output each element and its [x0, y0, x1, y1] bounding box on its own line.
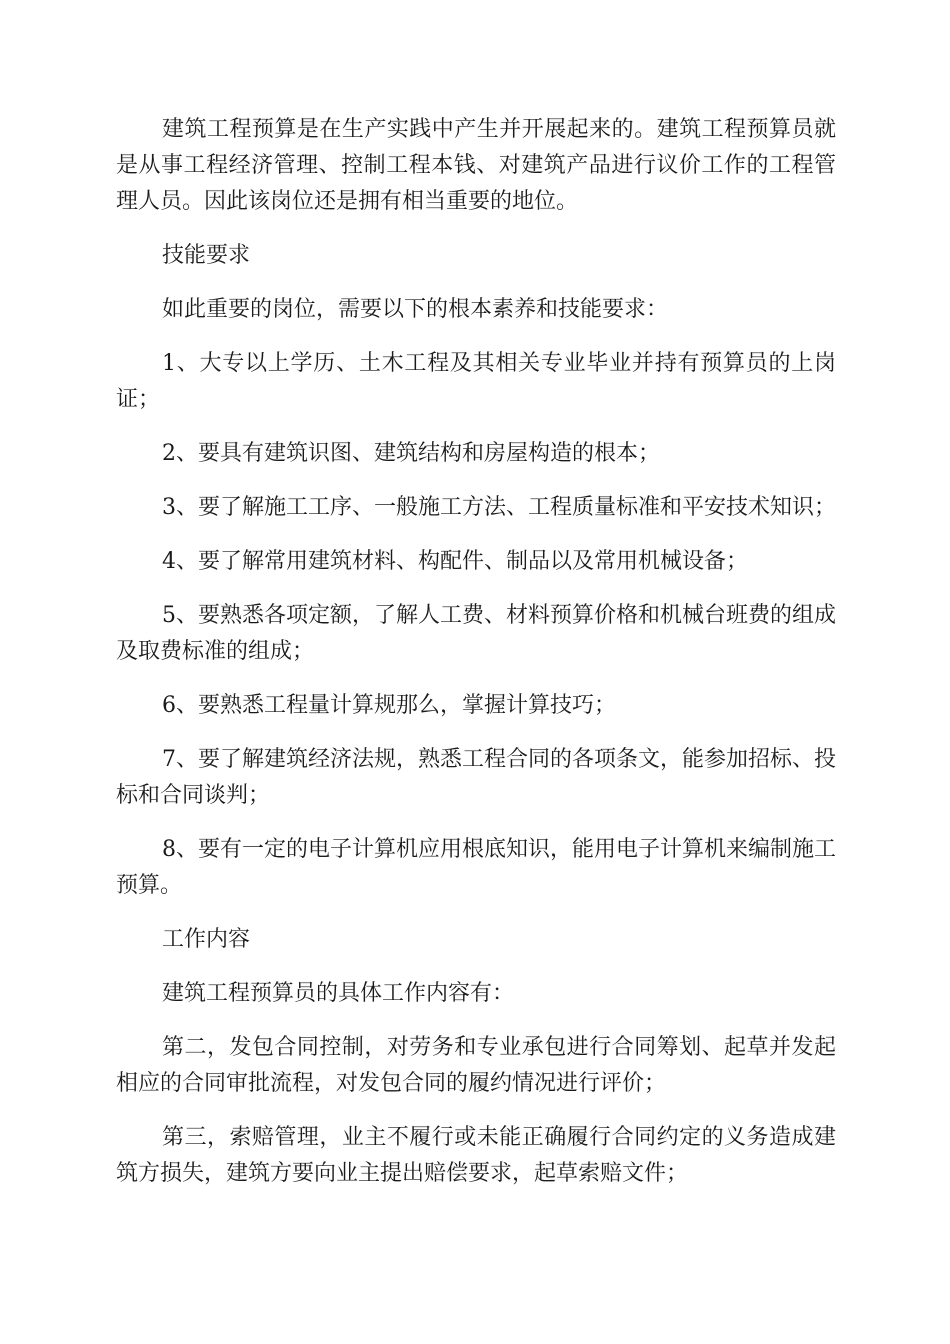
- skill-item-5: 5、要熟悉各项定额，了解人工费、材料预算价格和机械台班费的组成及取费标准的组成；: [116, 603, 836, 664]
- section-heading-skills: 技能要求: [162, 243, 251, 268]
- skill-item-7: 7、要了解建筑经济法规，熟悉工程合同的各项条文，能参加招标、投标和合同谈判；: [116, 747, 836, 808]
- intro-paragraph: 建筑工程预算是在生产实践中产生并开展起来的。建筑工程预算员就是从事工程经济管理、控制工程本钱、对建筑产品进行议价工作的工程管理人员。因此该岗位还是拥有相当重要的地位。: [116, 117, 836, 214]
- skill-item-6: 6、要熟悉工程量计算规那么，掌握计算技巧；: [162, 693, 616, 718]
- document-body: [116, 112, 836, 1210]
- skill-item-3: 3、要了解施工工序、一般施工方法、工程质量标准和平安技术知识；: [162, 495, 836, 520]
- skill-item-4: 4、要了解常用建筑材料、构配件、制品以及常用机械设备；: [162, 549, 748, 574]
- skill-item-8: 8、要有一定的电子计算机应用根底知识，能用电子计算机来编制施工预算。: [116, 837, 836, 898]
- work-intro-paragraph: 建筑工程预算员的具体工作内容有：: [162, 981, 515, 1006]
- skills-intro-paragraph: 如此重要的岗位，需要以下的根本素养和技能要求：: [162, 297, 669, 322]
- section-heading-work: 工作内容: [162, 927, 251, 952]
- skill-item-2: 2、要具有建筑识图、建筑结构和房屋构造的根本；: [162, 441, 660, 466]
- work-item-2: 第二，发包合同控制，对劳务和专业承包进行合同筹划、起草并发起相应的合同审批流程，对发包合同的履约情况进行评价；: [116, 1035, 836, 1096]
- skill-item-1: 1、大专以上学历、土木工程及其相关专业毕业并持有预算员的上岗证；: [116, 351, 836, 412]
- work-item-3: 第三，索赔管理，业主不履行或未能正确履行合同约定的义务造成建筑方损失，建筑方要向业主提出赔偿要求，起草索赔文件；: [116, 1125, 836, 1186]
